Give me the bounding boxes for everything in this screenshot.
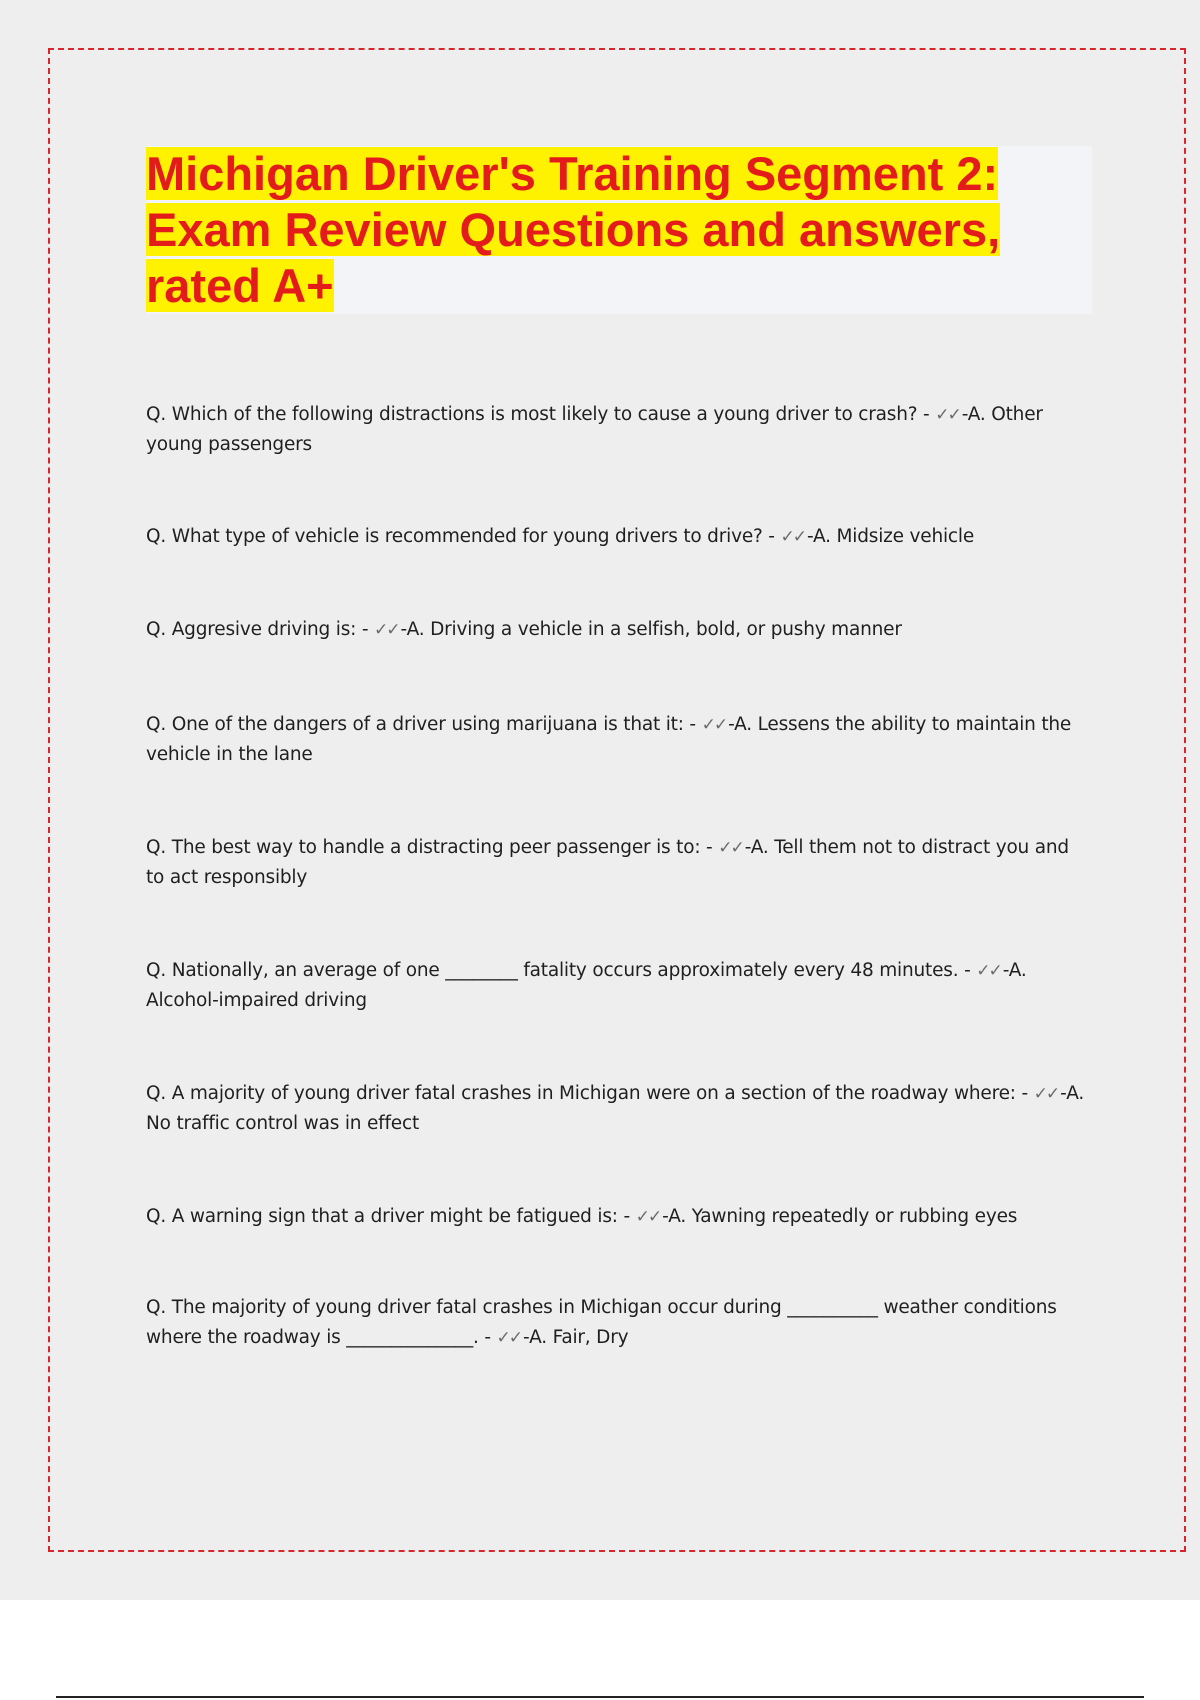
double-check-icon: ✓✓ <box>701 715 727 735</box>
answer-text: -A. Other young passengers <box>146 404 1043 455</box>
qa-item <box>146 833 1086 893</box>
answer-text: -A. Fair, Dry <box>523 1327 629 1348</box>
qa-item <box>146 1079 1086 1139</box>
question-text: Q. One of the dangers of a driver using marijuana is that it: - <box>146 714 702 735</box>
qa-item <box>146 1202 1086 1232</box>
qa-item <box>146 400 1086 460</box>
answer-text: -A. Lessens the ability to maintain the vehicle in the lane <box>146 714 1072 765</box>
double-check-icon: ✓✓ <box>1033 1084 1059 1104</box>
answer-text: -A. Midsize vehicle <box>806 526 975 547</box>
title-block <box>146 146 1092 314</box>
qa-item <box>146 1293 1086 1353</box>
qa-item <box>146 522 1086 552</box>
title-line-1: Michigan Driver's Training Segment 2: <box>146 147 999 200</box>
title-line-3: rated A+ <box>146 259 334 312</box>
question-text: Q. Which of the following distractions is most likely to cause a young driver to crash? - <box>146 404 936 425</box>
answer-text: -A. Tell them not to distract you and to act responsibly <box>146 837 1069 888</box>
answer-text: -A. Driving a vehicle in a selfish, bold, or pushy manner <box>400 619 902 640</box>
double-check-icon: ✓✓ <box>496 1328 522 1348</box>
qa-item <box>146 710 1086 770</box>
document-title <box>146 146 1092 314</box>
double-check-icon: ✓✓ <box>635 1207 661 1227</box>
question-text: Q. A majority of young driver fatal crashes in Michigan were on a section of the roadway where: - <box>146 1083 1034 1104</box>
question-text: Q. A warning sign that a driver might be fatigued is: - <box>146 1206 636 1227</box>
title-line-2: Exam Review Questions and answers, <box>146 203 1001 256</box>
double-check-icon: ✓✓ <box>374 620 399 640</box>
answer-text: -A. No traffic control was in effect <box>146 1083 1085 1134</box>
answer-text: -A. Yawning repeatedly or rubbing eyes <box>662 1206 1018 1227</box>
question-text: Q. Nationally, an average of one ________ fatality occurs approximately every 48 minutes. - <box>146 960 977 981</box>
qa-item <box>146 615 1086 645</box>
answer-text: -A. Alcohol-impaired driving <box>146 960 1027 1011</box>
double-check-icon: ✓✓ <box>976 961 1001 981</box>
question-text: Q. Aggresive driving is: - <box>146 619 375 640</box>
double-check-icon: ✓✓ <box>935 405 960 425</box>
qa-item <box>146 956 1086 1016</box>
double-check-icon: ✓✓ <box>718 838 743 858</box>
question-text: Q. What type of vehicle is recommended for young drivers to drive? - <box>146 526 781 547</box>
double-check-icon: ✓✓ <box>780 527 805 547</box>
footer-divider <box>56 1696 1144 1698</box>
question-text: Q. The best way to handle a distracting peer passenger is to: - <box>146 837 719 858</box>
question-text: Q. The majority of young driver fatal crashes in Michigan occur during __________ weather conditions where the roadway is ______________. - <box>146 1297 1057 1348</box>
